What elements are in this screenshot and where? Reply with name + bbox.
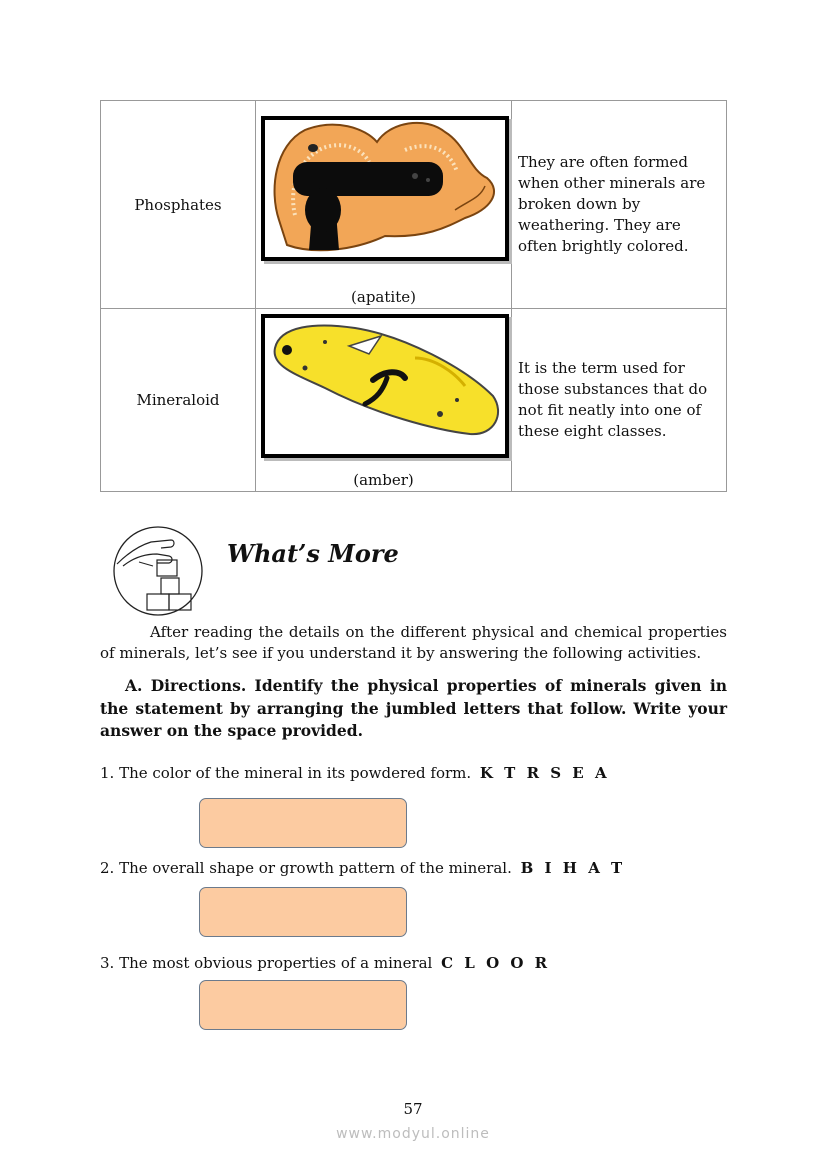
- jumbled-letters: B I H A T: [520, 859, 626, 877]
- table-row: [101, 309, 727, 492]
- jumbled-letters: C L O O R: [441, 954, 551, 972]
- page-number: 57: [403, 1100, 423, 1118]
- question-text: 3. The most obvious properties of a mineral: [100, 954, 433, 972]
- image-caption: (apatite): [351, 288, 416, 306]
- mineral-image-cell: [256, 309, 512, 492]
- question-item: [100, 954, 550, 972]
- image-caption: (amber): [353, 471, 414, 489]
- answer-box-1[interactable]: [199, 798, 407, 848]
- minerals-table: [100, 100, 727, 492]
- question-item: [100, 764, 610, 782]
- mineral-image-cell: [256, 101, 512, 309]
- question-text: 1. The color of the mineral in its powdered form.: [100, 764, 472, 782]
- answer-box-3[interactable]: [199, 980, 407, 1030]
- jumbled-letters: K T R S E A: [479, 764, 610, 782]
- mineral-description: It is the term used for those substances that do not fit neatly into one of these eight classes.: [512, 309, 727, 492]
- table-row: [101, 101, 727, 309]
- intro-paragraph: After reading the details on the different physical and chemical properties of minerals, let’s see if you understand it by answering the following activities.: [100, 623, 727, 662]
- stacking-blocks-icon: [113, 526, 203, 616]
- question-text: 2. The overall shape or growth pattern of the mineral.: [100, 859, 512, 877]
- question-item: [100, 859, 625, 877]
- mineral-class-name: Mineraloid: [101, 309, 256, 492]
- directions-paragraph: A. Directions. Identify the physical properties of minerals given in the statement by arranging the jumbled letters that follow. Write your answer on the space provided.: [100, 676, 727, 740]
- mineral-class-name: Phosphates: [101, 101, 256, 309]
- apatite-image: [261, 116, 509, 261]
- mineral-description: They are often formed when other minerals are broken down by weathering. They are often brightly colored.: [512, 101, 727, 309]
- answer-box-2[interactable]: [199, 887, 407, 937]
- amber-image: [261, 314, 509, 458]
- section-title: What’s More: [227, 539, 399, 568]
- watermark: www.modyul.online: [336, 1126, 490, 1142]
